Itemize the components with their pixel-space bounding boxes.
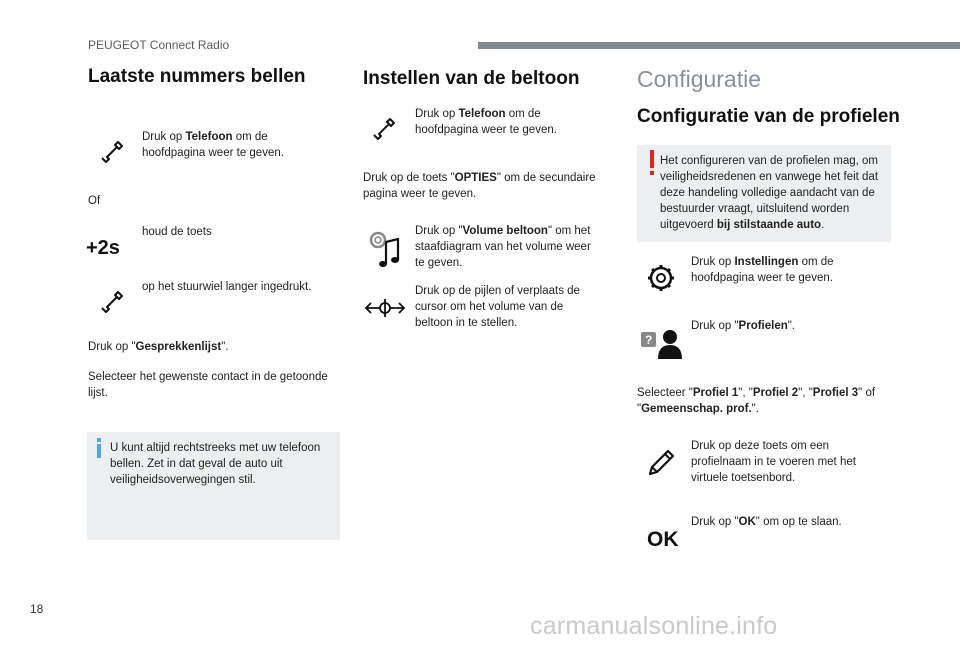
or-text: Of <box>88 195 101 207</box>
ringtone-step-2: Druk op de toets "OPTIES" om de secundaire pagina weer te geven. <box>363 172 596 200</box>
ringtone-step-4: Druk op de pijlen of verplaats de cursor om het volume van de beltoon in te stellen. <box>415 285 580 329</box>
info-box <box>87 432 340 540</box>
recent-step-5: Selecteer het gewenste contact in de getoonde lijst. <box>88 371 328 399</box>
section-title-recent-calls: Laatste nummers bellen <box>88 66 306 87</box>
warning-text: Het configureren van de profielen mag, om veiligheidsredenen en vanwege het feit dat deze handeling volledige aandacht van de bestuurder vraagt, uitsluitend worden uitgevoerd bij stilstaande auto. <box>660 155 879 231</box>
edit-pencil-icon <box>645 447 677 479</box>
profiles-step-4: Druk op deze toets om een profielnaam in te voeren met het virtuele toetsenbord. <box>691 440 856 484</box>
page-number: 18 <box>30 602 44 616</box>
phone-icon <box>98 288 126 316</box>
section-title-ringtone: Instellen van de beltoon <box>363 68 580 89</box>
warning-icon <box>650 150 654 168</box>
chapter-title: Configuratie <box>637 66 762 92</box>
profiles-step-1: Druk op Instellingen om de hoofdpagina weer te geven. <box>691 256 834 284</box>
recent-step-3: op het stuurwiel langer ingedrukt. <box>142 281 312 293</box>
header-bar <box>478 42 960 49</box>
ringtone-settings-icon <box>366 228 406 270</box>
profiles-step-2: Druk op "Profielen". <box>691 320 796 332</box>
info-text: U kunt altijd rechtstreeks met uw telefoon bellen. Zet in dat geval de auto uit veiligheidsoverwegingen stil. <box>110 442 321 486</box>
section-title-profiles: Configuratie van de profielen <box>637 106 900 127</box>
info-icon <box>97 444 101 458</box>
ok-button-icon: OK <box>647 528 679 551</box>
recent-step-2: houd de toets <box>142 226 212 238</box>
ringtone-step-1: Druk op Telefoon om de hoofdpagina weer te geven. <box>415 108 557 136</box>
running-header: PEUGEOT Connect Radio <box>88 38 230 52</box>
recent-step-1: Druk op Telefoon om de hoofdpagina weer te geven. <box>142 131 284 159</box>
plus-2s-icon: +2s <box>86 237 120 259</box>
volume-slider-icon <box>364 298 406 318</box>
settings-gear-icon <box>646 263 676 293</box>
recent-step-4: Druk op "Gesprekkenlijst". <box>88 341 229 353</box>
profiles-step-3: Selecteer "Profiel 1", "Profiel 2", "Profiel 3" of "Gemeenschap. prof.". <box>637 387 876 415</box>
profile-icon-mark: ? <box>645 333 653 347</box>
phone-icon <box>98 138 126 166</box>
watermark: carmanualsonline.info <box>530 612 778 640</box>
warning-box <box>637 145 891 242</box>
ringtone-step-3: Druk op "Volume beltoon" om het staafdiagram van het volume weer te geven. <box>415 225 591 269</box>
phone-icon <box>370 115 398 143</box>
profiles-step-5: Druk op "OK" om op te slaan. <box>691 516 842 528</box>
